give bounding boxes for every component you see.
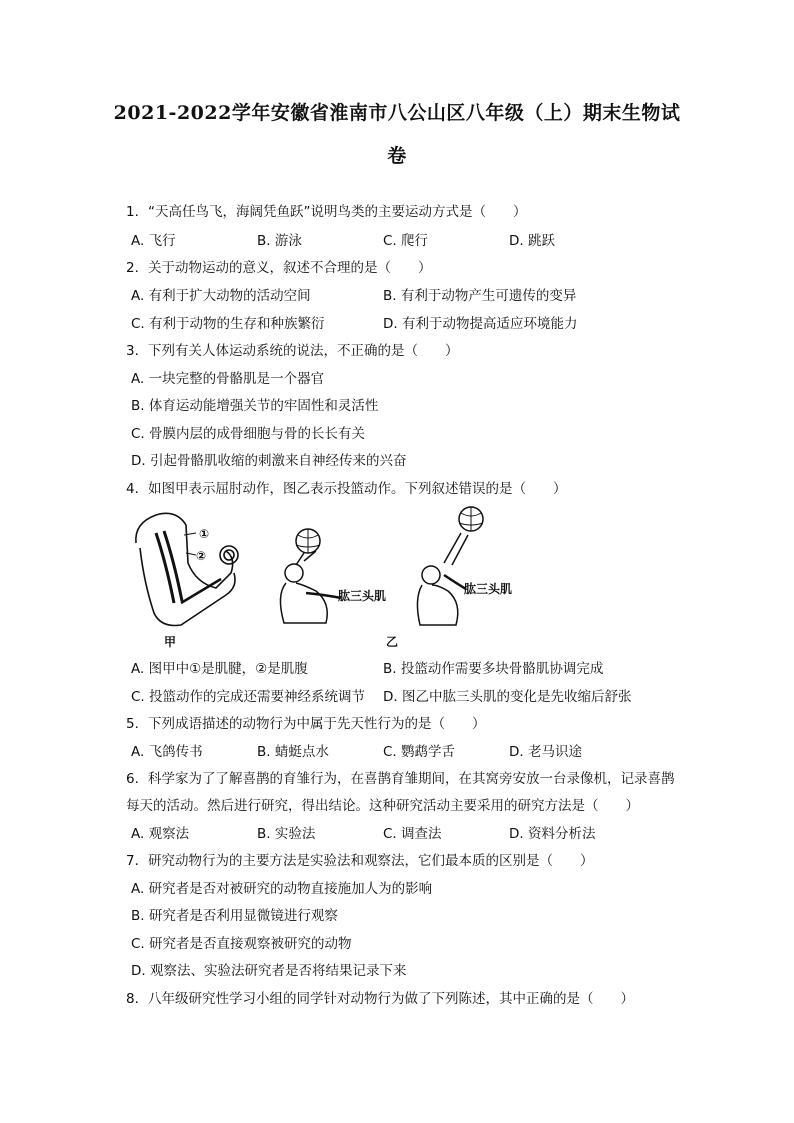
question-text: 八年级研究性学习小组的同学针对动物行为做了下列陈述，其中正确的是（ ） <box>148 991 634 1007</box>
question-3 <box>126 342 459 360</box>
question-number: 6. <box>126 771 139 787</box>
question-6 <box>126 770 675 788</box>
q7-option-b: B. 研究者是否利用显微镜进行观察 <box>131 908 338 924</box>
figure-label-yi: 乙 <box>386 635 399 649</box>
question-number: 2. <box>126 260 139 276</box>
muscle-label-2: 肱三头肌 <box>464 582 513 596</box>
question-text: 研究动物行为的主要方法是实验法和观察法，它们最本质的区别是（ ） <box>148 853 594 869</box>
q5-option-b: B. 蜻蜓点水 <box>257 744 329 760</box>
q5-option-c: C. 鹦鹉学舌 <box>383 744 456 760</box>
q3-option-a: A. 一块完整的骨骼肌是一个器官 <box>131 371 325 387</box>
question-4 <box>126 480 567 498</box>
figure-yi-pose-2 <box>417 507 483 625</box>
question-8 <box>126 990 634 1008</box>
figure-mark-1: ① <box>199 527 210 541</box>
q4-option-b: B. 投篮动作需要多块骨骼肌协调完成 <box>383 661 604 677</box>
question-number: 1. <box>126 204 139 220</box>
question-2 <box>126 259 432 277</box>
q3-option-d: D. 引起骨骼肌收缩的刺激来自神经传来的兴奋 <box>131 453 407 469</box>
q7-option-d: D. 观察法、实验法研究者是否将结果记录下来 <box>131 963 407 979</box>
q2-option-b: B. 有利于动物产生可遗传的变异 <box>383 288 577 304</box>
question-number: 8. <box>126 991 139 1007</box>
question-6-continued: 每天的活动。然后进行研究，得出结论。这种研究活动主要采用的研究方法是（ ） <box>126 798 639 814</box>
question-number: 5. <box>126 716 139 732</box>
q5-option-a: A. 飞鸽传书 <box>131 744 203 760</box>
q1-option-b: B. 游泳 <box>257 233 302 249</box>
q6-option-b: B. 实验法 <box>257 826 316 842</box>
q6-option-c: C. 调查法 <box>383 826 442 842</box>
figure-jia-arm <box>136 513 238 625</box>
question-7 <box>126 852 594 870</box>
question-text: 下列有关人体运动系统的说法，不正确的是（ ） <box>148 343 459 359</box>
figure-label-jia: 甲 <box>164 635 177 649</box>
question-number: 4. <box>126 481 139 497</box>
exam-title-line-1: 2021-2022学年安徽省淮南市八公山区八年级（上）期末生物试 <box>113 102 681 124</box>
q1-option-a: A. 飞行 <box>131 233 176 249</box>
question-text: 科学家为了了解喜鹊的育雏行为，在喜鹊育雏期间，在其窝旁安放一台录像机，记录喜鹊 <box>148 771 675 787</box>
figure-yi-pose-1 <box>280 529 341 623</box>
muscle-figure <box>126 503 546 653</box>
q4-option-a: A. 图甲中①是肌腱，②是肌腹 <box>131 661 308 677</box>
q4-option-c: C. 投篮动作的完成还需要神经系统调节 <box>131 689 366 705</box>
figure-mark-2: ② <box>196 549 207 563</box>
q2-option-c: C. 有利于动物的生存和种族繁衍 <box>131 316 325 332</box>
arm-and-basketball-illustration <box>126 503 546 653</box>
exam-title-line-2: 卷 <box>387 145 407 167</box>
q3-option-b: B. 体育运动能增强关节的牢固性和灵活性 <box>131 398 379 414</box>
muscle-label-1: 肱三头肌 <box>338 589 387 603</box>
q2-option-d: D. 有利于动物提高适应环境能力 <box>383 316 578 332</box>
question-text: “天高任鸟飞，海阔凭鱼跃”说明鸟类的主要运动方式是（ ） <box>148 204 527 220</box>
question-5 <box>126 715 486 733</box>
q7-option-c: C. 研究者是否直接观察被研究的动物 <box>131 936 352 952</box>
q5-option-d: D. 老马识途 <box>509 744 582 760</box>
q3-option-c: C. 骨膜内层的成骨细胞与骨的长长有关 <box>131 426 366 442</box>
q1-option-d: D. 跳跃 <box>509 233 555 249</box>
q6-option-d: D. 资料分析法 <box>509 826 596 842</box>
q4-option-d: D. 图乙中肱三头肌的变化是先收缩后舒张 <box>383 689 632 705</box>
question-1 <box>126 203 527 221</box>
q7-option-a: A. 研究者是否对被研究的动物直接施加人为的影响 <box>131 881 433 897</box>
q1-option-c: C. 爬行 <box>383 233 429 249</box>
question-text: 关于动物运动的意义，叙述不合理的是（ ） <box>148 260 432 276</box>
q2-option-a: A. 有利于扩大动物的活动空间 <box>131 288 311 304</box>
question-number: 3. <box>126 343 139 359</box>
question-number: 7. <box>126 853 139 869</box>
question-text: 如图甲表示屈肘动作，图乙表示投篮动作。下列叙述错误的是（ ） <box>148 481 567 497</box>
q6-option-a: A. 观察法 <box>131 826 190 842</box>
question-text: 下列成语描述的动物行为中属于先天性行为的是（ ） <box>148 716 486 732</box>
